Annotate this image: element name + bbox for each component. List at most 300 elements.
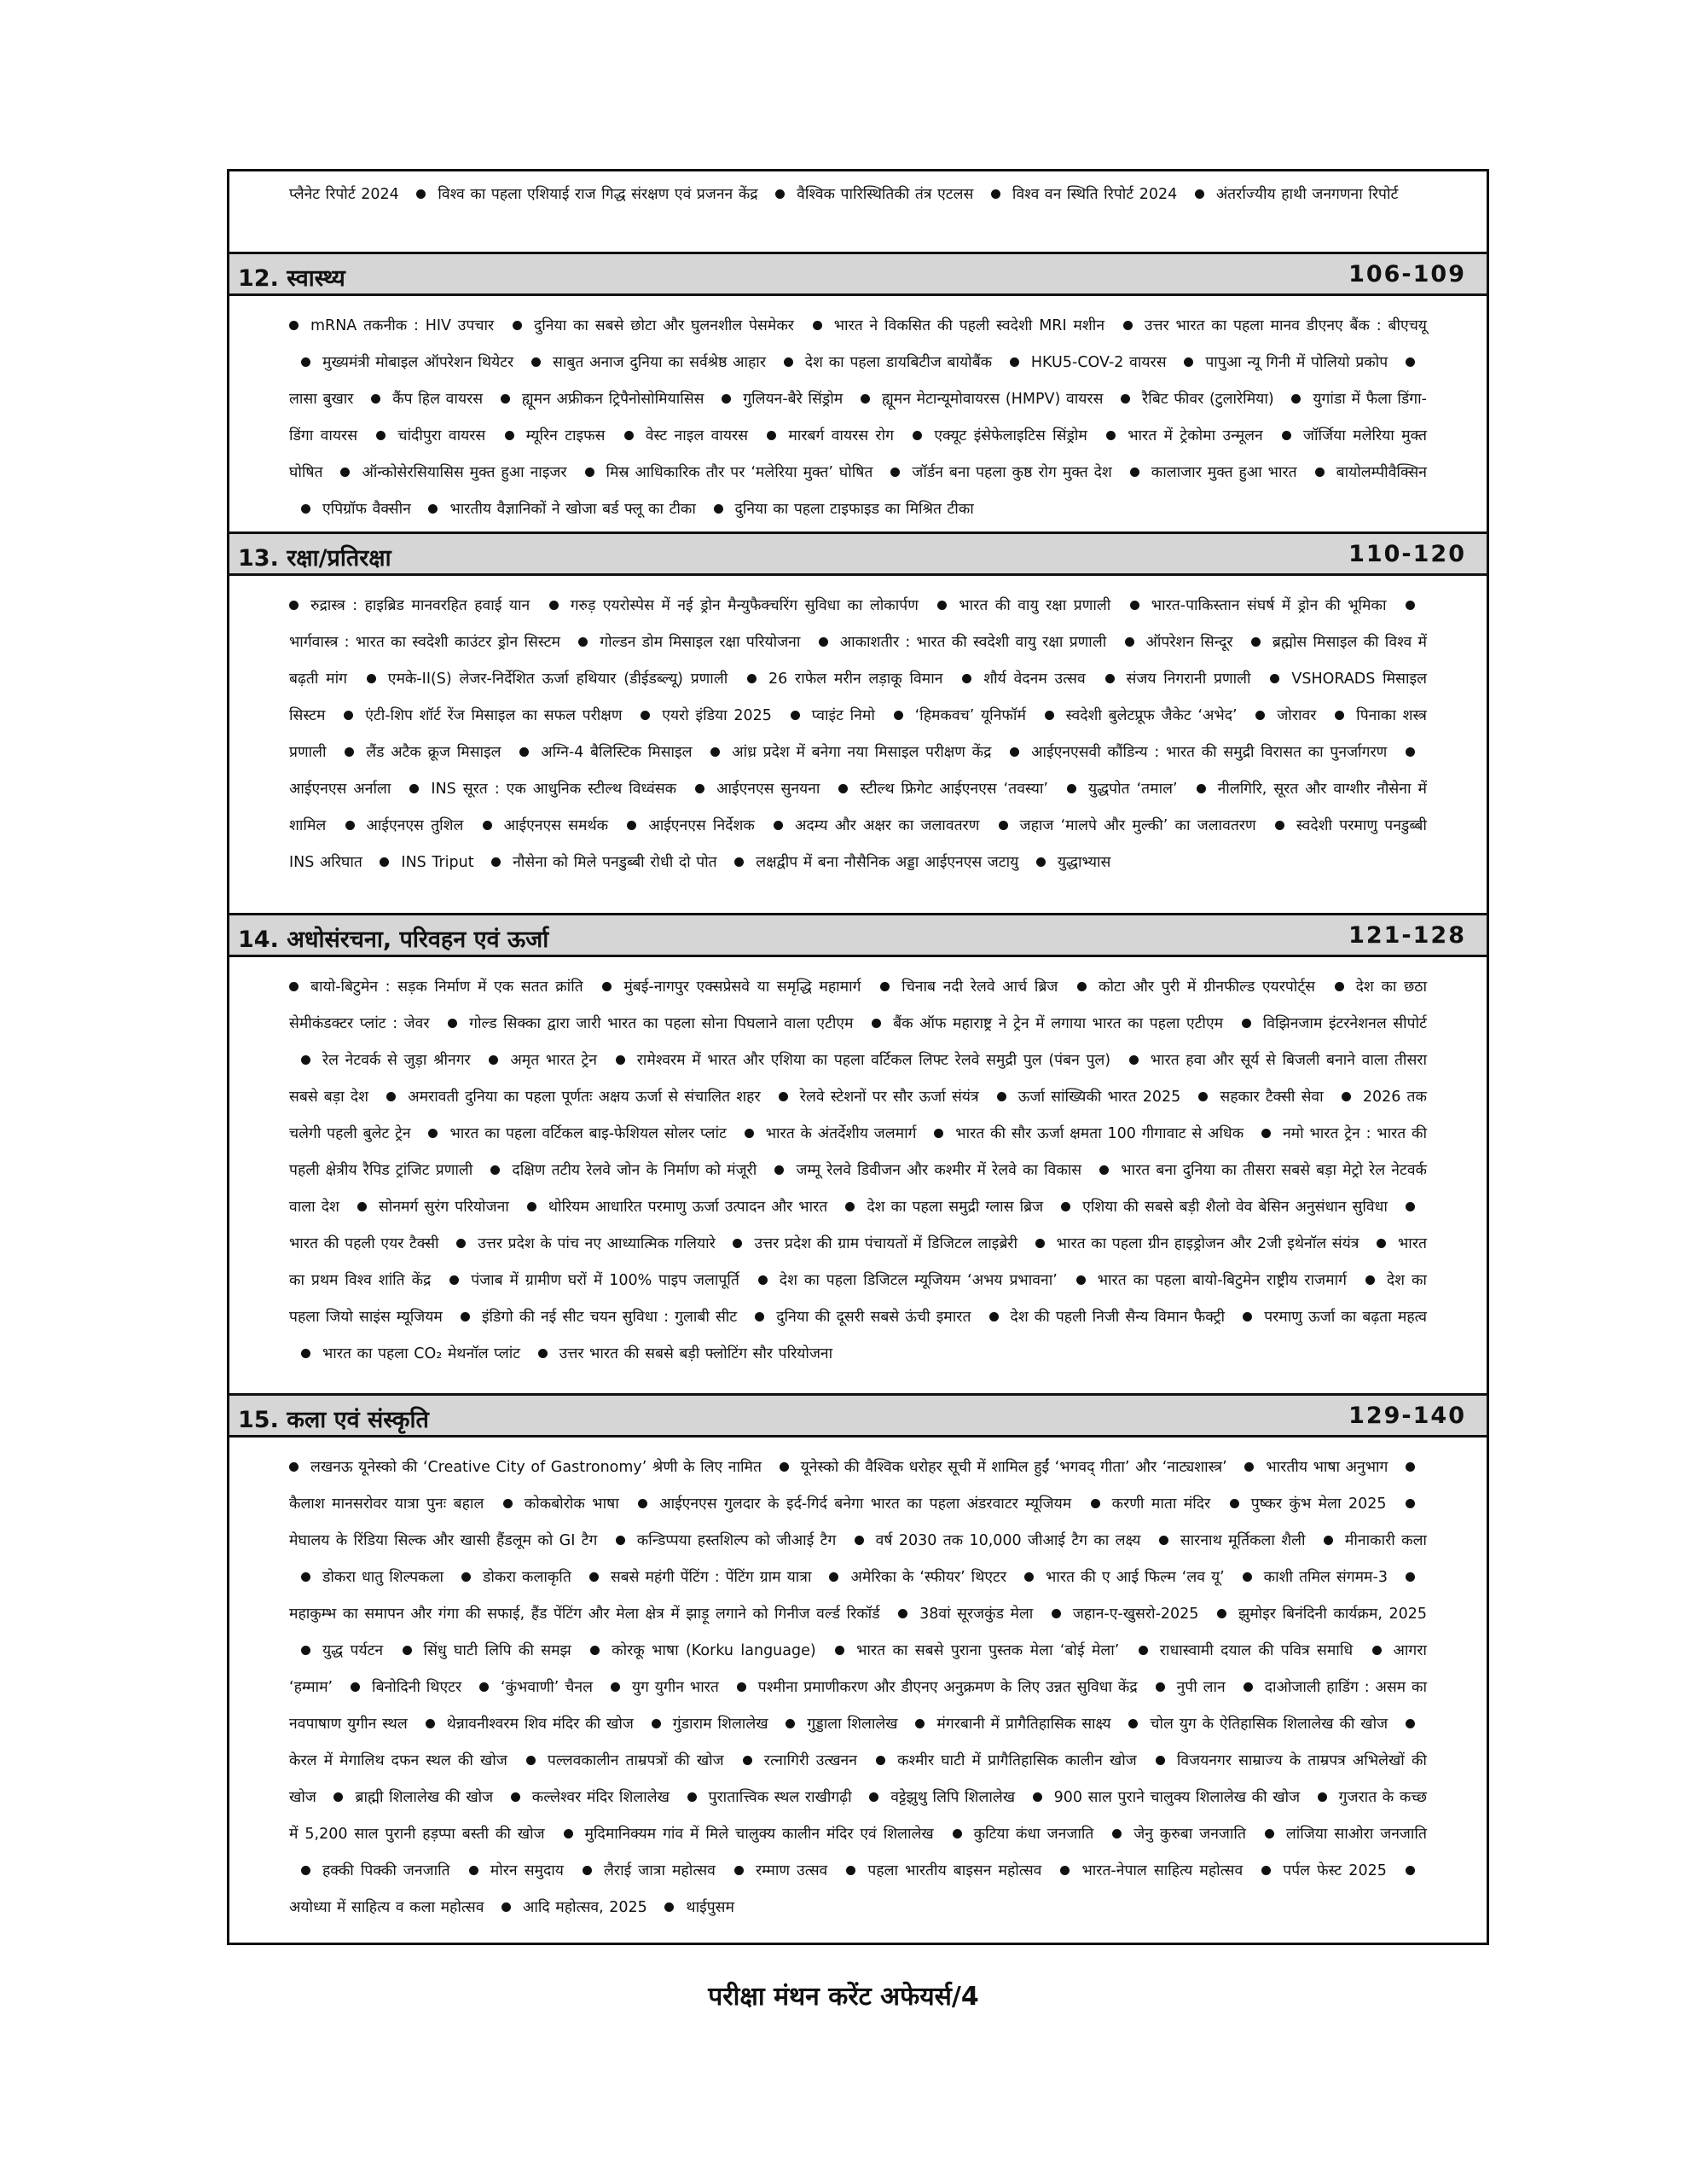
bullet-icon	[426, 1719, 435, 1728]
topic-item: झुमोइर बिनंदिनी कार्यक्रम, 2025	[1238, 1606, 1427, 1623]
topic-item: स्वदेशी परमाणु पनडुब्बी INS अरिघात	[289, 817, 1427, 871]
bullet-icon	[578, 637, 588, 647]
topic-item: 2026 तक चलेगी पहली बुलेट ट्रेन	[289, 1089, 1427, 1142]
bullet-icon	[519, 747, 529, 757]
bullet-icon	[880, 982, 890, 991]
bullet-icon	[340, 468, 350, 477]
topic-item: गुड्डाला शिलालेख	[807, 1716, 898, 1733]
bullet-icon	[1105, 674, 1115, 683]
bullet-icon	[1129, 1055, 1139, 1065]
section-title: 13. रक्षा/प्रतिरक्षा	[238, 545, 391, 572]
topic-item: अमरावती दुनिया का पहला पूर्णतः अक्षय ऊर्जा से संचालित शहर	[408, 1089, 761, 1106]
topic-item: आगरा ‘हम्माम’	[289, 1642, 1427, 1696]
topic-item: ब्रह्मोस मिसाइल की विश्व में बढ़ती मांग	[289, 634, 1427, 688]
topic-item: प्लैनेट रिपोर्ट 2024	[289, 186, 399, 203]
topic-item: mRNA तकनीक : HIV उपचार	[310, 317, 495, 334]
bullet-icon	[1076, 1275, 1086, 1285]
bullet-icon	[835, 1646, 844, 1655]
bullet-icon	[333, 1792, 343, 1802]
topic-item: रेलवे स्टेशनों पर सौर ऊर्जा संयंत्र	[799, 1089, 979, 1106]
bullet-icon	[301, 1349, 310, 1358]
bullet-icon	[1406, 747, 1415, 757]
topic-item: मुंबई-नागपुर एक्सप्रेसवे या समृद्धि महामार्ग	[623, 979, 861, 996]
bullet-icon	[737, 1682, 746, 1692]
section-header-defence	[229, 531, 1487, 576]
topic-item: रम्माण उत्सव	[756, 1862, 828, 1879]
topic-item: गुलियन-बैरे सिंड्रोम	[743, 391, 844, 408]
bullet-icon	[638, 1499, 647, 1508]
bullet-icon	[585, 468, 594, 477]
topic-item: ब्राह्मी शिलालेख की खोज	[355, 1789, 494, 1806]
topic-item: करणी माता मंदिर	[1111, 1496, 1211, 1513]
topic-item: नौसेना को मिले पनडुब्बी रोधी दो पोत	[513, 854, 717, 871]
topic-item: युद्ध पर्यटन	[322, 1642, 384, 1659]
topic-item: पहला भारतीय बाइसन महोत्सव	[867, 1862, 1042, 1879]
bullet-icon	[490, 1165, 500, 1175]
section-items-health	[229, 308, 1487, 528]
topic-item: सिंधु घाटी लिपि की समझ	[423, 1642, 571, 1659]
topic-item: नुपी लान	[1176, 1679, 1226, 1696]
bullet-icon	[1261, 1866, 1271, 1875]
section-header-health	[229, 252, 1487, 296]
topic-item: ऊर्जा सांख्यिकी भारत 2025	[1017, 1089, 1181, 1106]
topic-item: देश का पहला जियो साइंस म्यूजियम	[289, 1272, 1427, 1326]
topic-item: परमाणु ऊर्जा का बढ़ता महत्व	[1264, 1309, 1427, 1326]
bullet-icon	[838, 784, 848, 793]
bullet-icon	[616, 1536, 625, 1545]
section-page-range: 129-140	[1336, 1403, 1478, 1429]
topic-item: कन्डिप्पया हस्तशिल्प को जीआई टैग	[636, 1532, 837, 1549]
topic-item: मीनाकारी कला	[1344, 1532, 1427, 1549]
bullet-icon	[345, 821, 355, 830]
bullet-icon	[527, 1202, 536, 1211]
topic-item: देश की पहली निजी सैन्य विमान फैक्ट्री	[1010, 1309, 1226, 1326]
bullet-icon	[1035, 1239, 1045, 1248]
bullet-icon	[1130, 601, 1139, 610]
topic-item: दुनिया का पहला टाइफाइड का मिश्रित टीका	[734, 501, 974, 518]
bullet-icon	[1217, 1609, 1226, 1618]
bullet-icon	[779, 1092, 788, 1101]
topic-item: दक्षिण तटीय रेलवे जोन के निर्माण को मंजूरी	[512, 1162, 757, 1179]
bullet-icon	[1197, 784, 1206, 793]
topic-item: आईएनएस सुनयना	[716, 781, 820, 798]
bullet-icon	[774, 1165, 784, 1175]
topic-item: स्टील्थ फ्रिगेट आईएनएस ‘तवस्या’	[860, 781, 1048, 798]
topic-item: INS सूरत : एक आधुनिक स्टील्थ विध्वंसक	[431, 781, 677, 798]
topic-item: भारत की पहली एयर टैक्सी	[289, 1235, 439, 1252]
bullet-icon	[1052, 1609, 1061, 1618]
topic-item: राधास्वामी दयाल की पवित्र समाधि	[1159, 1642, 1354, 1659]
topic-item: पुष्कर कुंभ मेला 2025	[1250, 1496, 1387, 1513]
topic-item: भारत हवा और सूर्य से बिजली बनाने वाला तीसरा सबसे बड़ा देश	[289, 1052, 1427, 1106]
bullet-icon	[428, 504, 438, 514]
topic-item: जॉर्डन बना पहला कुष्ठ रोग मुक्त देश	[912, 464, 1112, 481]
section-header-infrastructure	[229, 913, 1487, 957]
topic-item: इंडिगो की नई सीट चयन सुविधा : गुलाबी सीट	[481, 1309, 738, 1326]
bullet-icon	[913, 431, 922, 440]
topic-item: संजय निगरानी प्रणाली	[1126, 671, 1251, 688]
bullet-icon	[997, 1092, 1006, 1101]
bullet-icon	[1242, 1019, 1251, 1028]
topic-item: थेन्नावनीश्वरम शिव मंदिर की खोज	[446, 1716, 634, 1733]
topic-item: चिनाब नदी रेलवे आर्च ब्रिज	[901, 979, 1058, 996]
topic-item: भारत ने विकसित की पहली स्वदेशी MRI मशीन	[833, 317, 1105, 334]
section-items-defence	[229, 588, 1487, 881]
topic-item: भारत का पहला ग्रीन हाइड्रोजन और 2जी इथेनॉल संयंत्र	[1056, 1235, 1359, 1252]
topic-item: जहान-ए-खुसरो-2025	[1072, 1606, 1199, 1623]
topic-item: उत्तर भारत की सबसे बड़ी फ्लोटिंग सौर परियोजना	[559, 1345, 833, 1362]
topic-item: जहाज ‘मालपे और मुल्की’ का जलावतरण	[1019, 817, 1256, 834]
bullet-icon	[1406, 1499, 1415, 1508]
topic-item: वर्ष 2030 तक 10,000 जीआई टैग का लक्ष्य	[875, 1532, 1141, 1549]
section-title: 12. स्वास्थ्य	[238, 265, 345, 292]
topic-item: कोटा और पुरी में ग्रीनफील्ड एयरपोर्ट्स	[1099, 979, 1315, 996]
bullet-icon	[602, 982, 612, 991]
topic-item: आईएनएस समर्थक	[503, 817, 609, 834]
topic-item: लांजिया साओरा जनजाति	[1285, 1826, 1427, 1843]
topic-item: आदि महोत्सव, 2025	[523, 1899, 647, 1916]
intro-items	[229, 177, 1487, 213]
topic-item: बिनोदिनी थिएटर	[372, 1679, 462, 1696]
bullet-icon	[461, 1312, 470, 1321]
bullet-icon	[301, 1866, 310, 1875]
topic-item: कुटिया कंधा जनजाति	[973, 1826, 1094, 1843]
topic-item: गुजरात के कच्छ में 5,200 साल पुरानी हड़प्पा बस्ती की खोज	[289, 1789, 1427, 1843]
topic-item: म्यूरिन टाइफस	[525, 427, 606, 444]
bullet-icon	[1244, 1462, 1254, 1472]
topic-item: मोरन समुदाय	[490, 1862, 564, 1879]
bullet-icon	[695, 784, 704, 793]
bullet-icon	[380, 857, 389, 867]
bullet-icon	[461, 1572, 471, 1582]
bullet-icon	[890, 468, 900, 477]
bullet-icon	[1335, 982, 1344, 991]
bullet-icon	[1406, 1202, 1415, 1211]
topic-item: आंध्र प्रदेश में बनेगा नया मिसाइल परीक्षण केंद्र	[732, 744, 992, 761]
topic-item: भारत की सौर ऊर्जा क्षमता 100 गीगावाट से अधिक	[955, 1125, 1244, 1142]
topic-item: बैंक ऑफ महाराष्ट्र ने ट्रेन में लगाया भारत का पहला एटीएम	[893, 1015, 1224, 1032]
section-page-range: 110-120	[1336, 541, 1478, 567]
topic-item: अयोध्या में साहित्य व कला महोत्सव	[289, 1899, 484, 1916]
topic-item: केरल में मेगालिथ दफन स्थल की खोज	[289, 1752, 507, 1769]
topic-item: भारत की वायु रक्षा प्रणाली	[959, 597, 1111, 614]
topic-item: थाईपुसम	[686, 1899, 734, 1916]
bullet-icon	[767, 431, 776, 440]
section-items-art-culture	[229, 1449, 1487, 1926]
topic-item: एमके-II(S) लेजर-निर्देशित ऊर्जा हथियार (डीईडब्ल्यू) प्रणाली	[387, 671, 728, 688]
topic-item: वैश्विक पारिस्थितिकी तंत्र एटलस	[797, 186, 974, 203]
topic-item: दाओजाली हाडिंग : असम का नवपाषाण युगीन स्थल	[289, 1679, 1428, 1733]
bullet-icon	[1067, 784, 1076, 793]
topic-item: युग युगीन भारत	[631, 1679, 719, 1696]
bullet-icon	[1377, 1239, 1386, 1248]
bullet-icon	[1060, 1866, 1070, 1875]
bullet-icon	[301, 1572, 310, 1582]
bullet-icon	[734, 857, 744, 867]
bullet-icon	[1036, 857, 1046, 867]
bullet-icon	[775, 189, 785, 199]
bullet-icon	[351, 1682, 360, 1692]
topic-item: भारत की ए आई फिल्म ‘लव यू’	[1046, 1569, 1225, 1586]
topic-item: यूनेस्को की वैश्विक धरोहर सूची में शामिल हुईं ‘भगवद् गीता’ और ‘नाट्यशास्त्र’	[800, 1459, 1227, 1476]
bullet-icon	[1270, 674, 1279, 683]
bullet-icon	[1121, 394, 1130, 404]
bullet-icon	[774, 821, 783, 830]
bullet-icon	[1291, 394, 1301, 404]
topic-item: आईएनएस गुलदार के इर्द-गिर्द बनेगा भारत का पहला अंडरवाटर म्यूजियम	[659, 1496, 1072, 1513]
bullet-icon	[1406, 1462, 1415, 1472]
topic-item: कोकबोरोक भाषा	[524, 1496, 619, 1513]
bullet-icon	[616, 1055, 625, 1065]
topic-item: सहकार टैक्सी सेवा	[1220, 1089, 1324, 1106]
topic-item: अग्नि-4 बैलिस्टिक मिसाइल	[541, 744, 693, 761]
bullet-icon	[687, 1792, 697, 1802]
bullet-icon	[1261, 1129, 1271, 1138]
section-header-art-culture	[229, 1393, 1487, 1438]
topic-item: ऑन्कोसेरसियासिस मुक्त हुआ नाइजर	[362, 464, 567, 481]
topic-item: विजयनगर साम्राज्य के ताम्रपत्र अभिलेखों की खोज	[289, 1752, 1427, 1806]
bullet-icon	[1045, 711, 1054, 720]
bullet-icon	[428, 1129, 438, 1138]
bullet-icon	[1010, 357, 1019, 367]
bullet-icon	[1128, 1719, 1138, 1728]
bullet-icon	[1342, 1092, 1351, 1101]
bullet-icon	[861, 394, 870, 404]
bullet-icon	[301, 504, 310, 514]
topic-item: भारत-पाकिस्तान संघर्ष में ड्रोन की भूमिका	[1151, 597, 1387, 614]
bullet-icon	[583, 1866, 592, 1875]
bullet-icon	[846, 1866, 855, 1875]
bullet-icon	[501, 1902, 511, 1912]
bullet-icon	[855, 1536, 864, 1545]
bullet-icon	[1275, 821, 1284, 830]
topic-item: अमेरिका के ‘स्फीयर’ थिएटर	[850, 1569, 1007, 1586]
topic-item: डोकरा धातु शिल्पकला	[322, 1569, 443, 1586]
topic-item: युगांडा में फैला डिंगा-डिंगा वायरस	[289, 391, 1427, 444]
bullet-icon	[301, 1055, 310, 1065]
topic-item: ह्यूमन मेटान्यूमोवायरस (HMPV) वायरस	[881, 391, 1104, 408]
topic-item: उत्तर भारत का पहला मानव डीएनए बैंक : बीएचयू	[1144, 317, 1427, 334]
topic-item: सोनमर्ग सुरंग परियोजना	[378, 1199, 509, 1216]
topic-item: पिनाका शस्त्र प्रणाली	[289, 707, 1427, 761]
bullet-icon	[819, 637, 828, 647]
bullet-icon	[1406, 1572, 1415, 1582]
topic-item: लैराई जात्रा महोत्सव	[604, 1862, 716, 1879]
bullet-icon	[1372, 1646, 1382, 1655]
topic-item: प्वाइंट निमो	[811, 707, 875, 724]
topic-item: देश का पहला डिजिटल म्यूजियम ‘अभय प्रभावना’	[779, 1272, 1058, 1289]
topic-item: एयरो इंडिया 2025	[662, 707, 772, 724]
bullet-icon	[869, 1792, 878, 1802]
bullet-icon	[1130, 468, 1139, 477]
topic-item: भारत के अंतर्देशीय जलमार्ग	[765, 1125, 917, 1142]
topic-item: जम्मू रेलवे डिवीजन और कश्मीर में रेलवे का विकास	[796, 1162, 1082, 1179]
bullet-icon	[469, 1866, 478, 1875]
bullet-icon	[999, 821, 1008, 830]
bullet-icon	[483, 821, 492, 830]
topic-item: बायोलम्पीवैक्सिन	[1336, 464, 1427, 481]
bullet-icon	[1251, 637, 1261, 647]
bullet-icon	[745, 1129, 754, 1138]
bullet-icon	[526, 1756, 536, 1765]
topic-item: हक्की पिक्की जनजाति	[322, 1862, 450, 1879]
section-title: 15. कला एवं संस्कृति	[238, 1407, 429, 1433]
bullet-icon	[357, 1202, 367, 1211]
bullet-icon	[915, 1719, 925, 1728]
bullet-icon	[1156, 1682, 1165, 1692]
bullet-icon	[991, 189, 1000, 199]
topic-item: मुख्यमंत्री मोबाइल ऑपरेशन थियेटर	[322, 354, 514, 371]
section-title: 14. अधोसंरचना, परिवहन एवं ऊर्जा	[238, 926, 549, 953]
topic-item: कैंप हिल वायरस	[392, 391, 484, 408]
bullet-icon	[1099, 1165, 1109, 1175]
topic-item: गरुड़ एयरोस्पेस में नई ड्रोन मैन्युफैक्चरिंग सुविधा का लोकार्पण	[570, 597, 919, 614]
topic-item: मेघालय के रिंडिया सिल्क और खासी हैंडलूम को GI टैग	[289, 1532, 598, 1549]
bullet-icon	[590, 1646, 600, 1655]
topic-item: 900 साल पुराने चालुक्य शिलालेख की खोज	[1053, 1789, 1301, 1806]
bullet-icon	[758, 1275, 768, 1285]
topic-item: साबुत अनाज दुनिया का सर्वश्रेष्ठ आहार	[552, 354, 766, 371]
bullet-icon	[416, 189, 426, 199]
content-frame	[227, 169, 1489, 1945]
topic-item: एपिग्रॉफ वैक्सीन	[322, 501, 411, 518]
bullet-icon	[1324, 1536, 1333, 1545]
topic-item: उत्तर प्रदेश के पांच नए आध्यात्मिक गलियारे	[478, 1235, 716, 1252]
topic-item: विझिनजाम इंटरनेशनल सीपोर्ट	[1262, 1015, 1427, 1032]
section-items-infrastructure	[229, 969, 1487, 1373]
topic-item: HKU5-COV-2 वायरस	[1030, 354, 1167, 371]
topic-item: चोल युग के ऐतिहासिक शिलालेख की खोज	[1150, 1716, 1388, 1733]
bullet-icon	[780, 1462, 789, 1472]
bullet-icon	[1230, 1499, 1239, 1508]
bullet-icon	[934, 1129, 943, 1138]
topic-item: नमो भारत ट्रेन : भारत की पहली क्षेत्रीय रैपिड ट्रांजिट प्रणाली	[289, 1125, 1428, 1179]
topic-item: रामेश्वरम में भारत और एशिया का पहला वर्टिकल लिफ्ट रेलवे समुद्री पुल (पंबन पुल)	[636, 1052, 1111, 1069]
topic-item: शौर्य वेदनम उत्सव	[983, 671, 1086, 688]
topic-item: रैबिट फीवर (टुलारेमिया)	[1142, 391, 1274, 408]
topic-item: अमृत भारत ट्रेन	[510, 1052, 598, 1069]
bullet-icon	[1112, 1829, 1122, 1838]
topic-item: एक्यूट इंसेफेलाइटिस सिंड्रोम	[934, 427, 1087, 444]
topic-item: मिस्र आधिकारिक तौर पर ‘मलेरिया मुक्त’ घोषित	[606, 464, 873, 481]
bullet-icon	[549, 601, 559, 610]
bullet-icon	[301, 1646, 310, 1655]
bullet-icon	[564, 1829, 573, 1838]
bullet-icon	[479, 1682, 489, 1692]
topic-item: मारबर्ग वायरस रोग	[788, 427, 894, 444]
topic-item: डोकरा कलाकृति	[483, 1569, 571, 1586]
bullet-icon	[1010, 747, 1019, 757]
topic-item: मुदिमानिक्यम गांव में मिले चालुक्य कालीन मंदिर एवं शिलालेख	[584, 1826, 934, 1843]
bullet-icon	[1195, 189, 1204, 199]
bullet-icon	[641, 711, 650, 720]
bullet-icon	[733, 1239, 742, 1248]
bullet-icon	[1125, 637, 1134, 647]
topic-item: जोरावर	[1277, 707, 1317, 724]
topic-item: वट्टेझुथु लिपि शिलालेख	[890, 1789, 1016, 1806]
topic-item: कोरकू भाषा (Korku language)	[612, 1642, 816, 1659]
topic-item: विश्व का पहला एशियाई राज गिद्ध संरक्षण एवं प्रजनन केंद्र	[438, 186, 758, 203]
bullet-icon	[627, 821, 636, 830]
topic-item: थोरियम आधारित परमाणु ऊर्जा उत्पादन और भारत	[548, 1199, 828, 1216]
topic-item: रुद्रास्त्र : हाइब्रिड मानवरहित हवाई यान	[310, 597, 530, 614]
topic-item: कालाजार मुक्त हुआ भारत	[1151, 464, 1297, 481]
topic-item: जेनु कुरुबा जनजाति	[1133, 1826, 1246, 1843]
page-footer: परीक्षा मंथन करेंट अफेयर्स/4	[708, 1982, 979, 2012]
bullet-icon	[755, 1312, 764, 1321]
bullet-icon	[1244, 1682, 1253, 1692]
topic-item: 38वां सूरजकुंड मेला	[919, 1606, 1034, 1623]
bullet-icon	[1123, 321, 1133, 330]
topic-item: सबसे महंगी पेंटिंग : पेंटिंग ग्राम यात्रा	[610, 1569, 812, 1586]
topic-item: अंतर्राज्यीय हाथी जनगणना रिपोर्ट	[1215, 186, 1399, 203]
topic-item: भारत का पहला CO₂ मेथनॉल प्लांट	[322, 1345, 521, 1362]
bullet-icon	[962, 674, 971, 683]
topic-item: रत्नागिरी उत्खनन	[763, 1752, 857, 1769]
topic-item: दुनिया की दूसरी सबसे ऊंची इमारत	[776, 1309, 971, 1326]
bullet-icon	[589, 1572, 599, 1582]
bullet-icon	[1184, 357, 1193, 367]
bullet-icon	[1265, 1829, 1274, 1838]
topic-item: गोल्डन डोम मिसाइल रक्षा परियोजना	[600, 634, 801, 651]
bullet-icon	[1091, 1499, 1100, 1508]
topic-item: पंजाब में ग्रामीण घरों में 100% पाइप जलापूर्ति	[471, 1272, 739, 1289]
topic-item: लैंड अटैक क्रूज मिसाइल	[366, 744, 501, 761]
topic-item: पापुआ न्यू गिनी में पोलियो प्रकोप	[1205, 354, 1388, 371]
bullet-icon	[734, 1866, 744, 1875]
bullet-icon	[456, 1239, 466, 1248]
bullet-icon	[538, 1349, 548, 1358]
bullet-icon	[1255, 711, 1265, 720]
bullet-icon	[624, 431, 634, 440]
bullet-icon	[1406, 1866, 1415, 1875]
bullet-icon	[813, 321, 822, 330]
topic-item: 26 राफेल मरीन लड़ाकू विमान	[768, 671, 943, 688]
topic-item: स्वदेशी बुलेटप्रूफ जैकेट ‘अभेद’	[1065, 707, 1238, 724]
bullet-icon	[1243, 1572, 1252, 1582]
topic-item: कल्लेश्वर मंदिर शिलालेख	[531, 1789, 670, 1806]
topic-item: नीलगिरि, सूरत और वाग्शीर नौसेना में शामिल	[289, 781, 1427, 834]
bullet-icon	[1024, 1572, 1034, 1582]
bullet-icon	[531, 357, 541, 367]
bullet-icon	[491, 857, 501, 867]
bullet-icon	[1406, 357, 1415, 367]
topic-item: कैलाश मानसरोवर यात्रा पुनः बहाल	[289, 1496, 484, 1513]
topic-item: लासा बुखार	[289, 391, 354, 408]
bullet-icon	[503, 1499, 513, 1508]
bullet-icon	[1198, 1092, 1208, 1101]
topic-item: पर्पल फेस्ट 2025	[1283, 1862, 1387, 1879]
bullet-icon	[1159, 1536, 1168, 1545]
topic-item: लखनऊ यूनेस्को की ‘Creative City of Gastronomy’ श्रेणी के लिए नामित	[310, 1459, 762, 1476]
topic-item: देश का छठा सेमीकंडक्टर प्लांट : जेवर	[289, 979, 1428, 1032]
topic-item: पश्मीना प्रमाणीकरण और डीएनए अनुक्रमण के लिए उन्नत सुविधा केंद्र	[757, 1679, 1138, 1696]
topic-item: देश का पहला समुद्री ग्लास ब्रिज	[867, 1199, 1044, 1216]
bullet-icon	[1406, 1719, 1415, 1728]
bullet-icon	[386, 1092, 396, 1101]
bullet-icon	[289, 1462, 299, 1472]
bullet-icon	[1077, 982, 1087, 991]
bullet-icon	[747, 674, 757, 683]
topic-item: गोल्ड सिक्का द्वारा जारी भारत का पहला सोना पिघलाने वाला एटीएम	[469, 1015, 854, 1032]
bullet-icon	[1061, 1202, 1070, 1211]
topic-item: वेस्ट नाइल वायरस	[645, 427, 748, 444]
bullet-icon	[301, 357, 310, 367]
bullet-icon	[714, 504, 723, 514]
bullet-icon	[1106, 431, 1116, 440]
bullet-icon	[501, 394, 510, 404]
bullet-icon	[289, 321, 299, 330]
